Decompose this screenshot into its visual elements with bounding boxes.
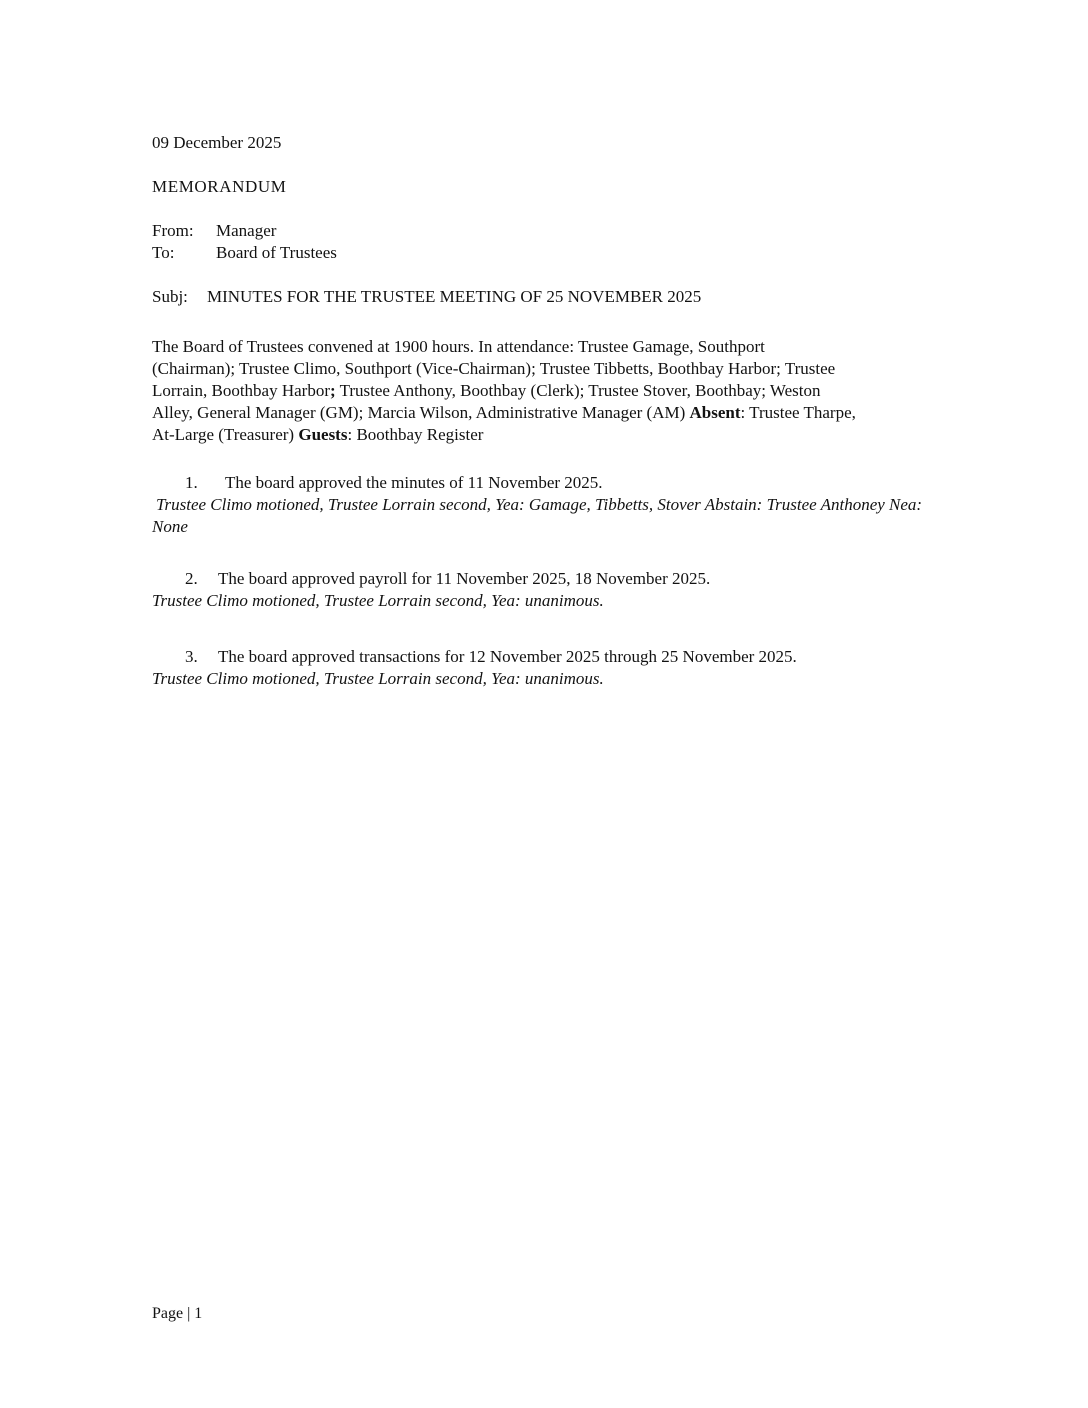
from-value: Manager bbox=[216, 221, 277, 240]
attendance-line bbox=[152, 358, 936, 380]
item-motion-note: Trustee Climo motioned, Trustee Lorrain second, Yea: unanimous. bbox=[152, 591, 604, 610]
item-number: 3. bbox=[185, 647, 198, 666]
to-label: To: bbox=[152, 243, 175, 262]
attendance-text: Trustee Anthony, Boothbay (Clerk); Trustee Stover, Boothbay; Weston bbox=[335, 381, 821, 400]
subject-row bbox=[152, 286, 936, 308]
item-number: 1. bbox=[185, 473, 198, 492]
attendance-paragraph bbox=[152, 336, 936, 446]
attendance-text: : Trustee Tharpe, bbox=[740, 403, 856, 422]
item-line bbox=[152, 472, 936, 494]
spacer bbox=[152, 198, 936, 220]
attendance-text: (Chairman); Trustee Climo, Southport (Vice-Chairman); Trustee Tibbetts, Boothbay Harbor; Trustee bbox=[152, 359, 836, 378]
attendance-line bbox=[152, 380, 936, 402]
attendance-text: Lorrain, Boothbay Harbor bbox=[152, 381, 330, 400]
spacer bbox=[152, 154, 936, 176]
to-value: Board of Trustees bbox=[216, 243, 337, 262]
subject-value: MINUTES FOR THE TRUSTEE MEETING OF 25 NOVEMBER 2025 bbox=[207, 287, 702, 306]
page-footer: Page | 1 bbox=[152, 1305, 203, 1322]
attendance-bold-semicolon: ; bbox=[329, 381, 336, 400]
item-text: The board approved payroll for 11 November 2025, 18 November 2025. bbox=[218, 569, 711, 588]
to-row bbox=[152, 242, 936, 264]
attendance-text: The Board of Trustees convened at 1900 hours. In attendance: Trustee Gamage, Southport bbox=[152, 337, 765, 356]
item-motion-note: Trustee Climo motioned, Trustee Lorrain second, Yea: Gamage, Tibbetts, Stover Abstain: Trustee Anthoney Nea: bbox=[156, 495, 923, 514]
attendance-text: : Boothbay Register bbox=[347, 425, 484, 444]
spacer bbox=[152, 264, 936, 286]
attendance-text: At-Large (Treasurer) bbox=[152, 425, 299, 444]
item-text: The board approved the minutes of 11 November 2025. bbox=[225, 473, 603, 492]
item-line bbox=[152, 646, 936, 668]
attendance-line bbox=[152, 336, 936, 358]
agenda-item-3 bbox=[152, 646, 936, 690]
memo-title: MEMORANDUM bbox=[152, 177, 287, 196]
item-motion-note: None bbox=[152, 517, 188, 536]
guests-label: Guests bbox=[298, 425, 348, 444]
item-text: The board approved transactions for 12 November 2025 through 25 November 2025. bbox=[218, 647, 797, 666]
absent-label: Absent bbox=[689, 403, 741, 422]
attendance-line bbox=[152, 402, 936, 424]
subject-label: Subj: bbox=[152, 287, 188, 306]
attendance-text: Alley, General Manager (GM); Marcia Wilson, Administrative Manager (AM) bbox=[152, 403, 690, 422]
item-motion-note: Trustee Climo motioned, Trustee Lorrain second, Yea: unanimous. bbox=[152, 669, 604, 688]
agenda-item-1 bbox=[152, 472, 936, 538]
from-label: From: bbox=[152, 221, 194, 240]
attendance-line bbox=[152, 424, 936, 446]
item-line bbox=[152, 568, 936, 590]
agenda-item-2 bbox=[152, 568, 936, 612]
item-number: 2. bbox=[185, 569, 198, 588]
from-row bbox=[152, 220, 936, 242]
date-line: 09 December 2025 bbox=[152, 133, 282, 152]
